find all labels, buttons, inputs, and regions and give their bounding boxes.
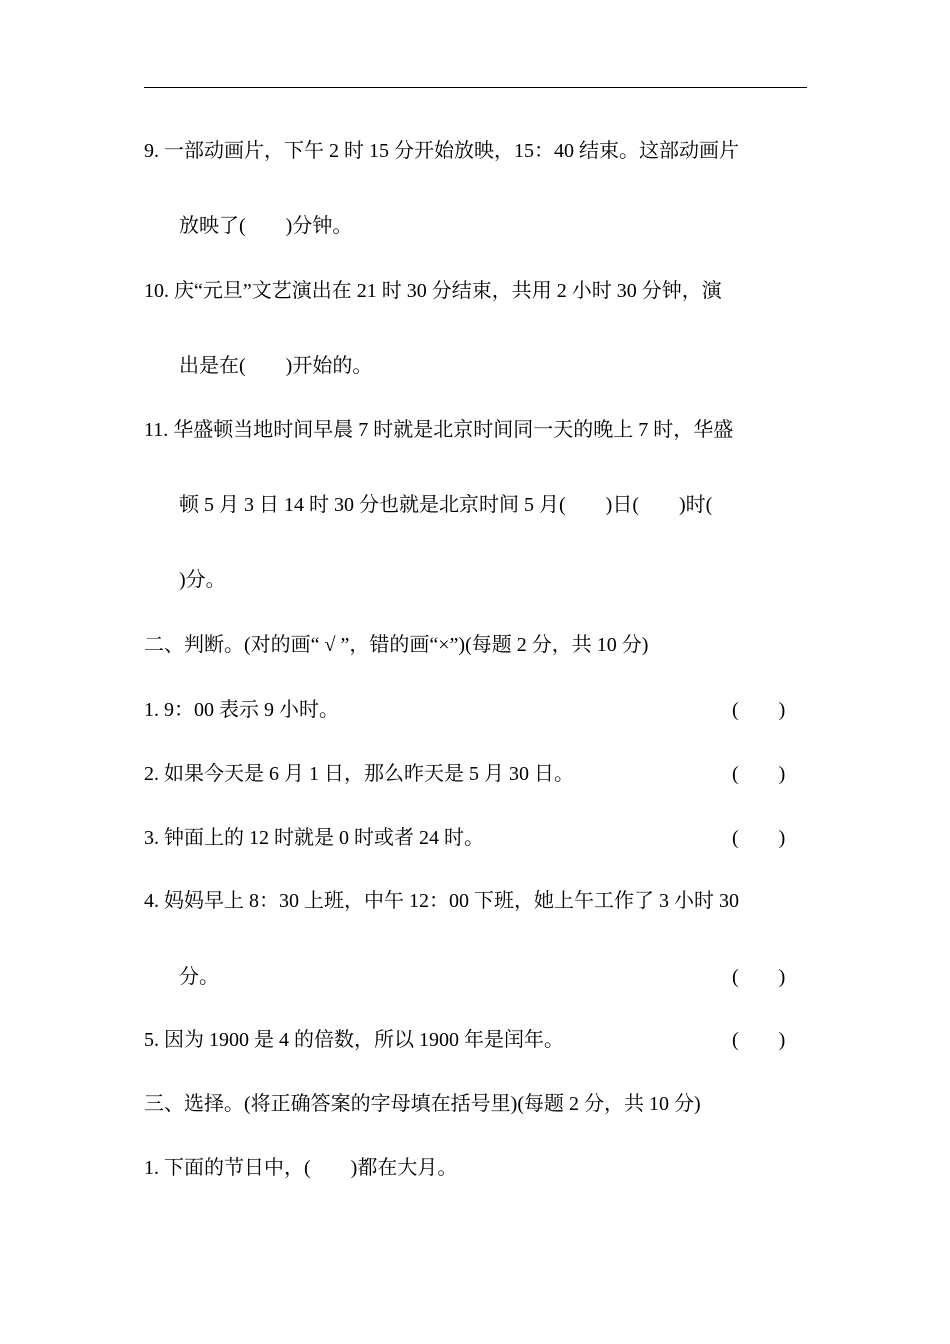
choice-item-1: 1. 下面的节日中，( )都在大月。 xyxy=(144,1157,458,1179)
judge-item-1: 1. 9：00 表示 9 小时。 xyxy=(144,699,339,721)
judge-3-answer-bracket[interactable]: ( ) xyxy=(732,827,786,849)
judge-item-5: 5. 因为 1900 是 4 的倍数，所以 1900 年是闰年。 xyxy=(144,1029,564,1051)
question-11-line-2: 顿 5 月 3 日 14 时 30 分也就是北京时间 5 月( )日( )时( xyxy=(179,494,713,516)
question-9-line-2: 放映了( )分钟。 xyxy=(179,215,353,237)
judge-item-4-line-2: 分。 xyxy=(179,966,219,988)
judge-item-3: 3. 钟面上的 12 时就是 0 时或者 24 时。 xyxy=(144,827,484,849)
judge-5-answer-bracket[interactable]: ( ) xyxy=(732,1029,786,1051)
judge-item-4-line-1: 4. 妈妈早上 8：30 上班，中午 12：00 下班，她上午工作了 3 小时 30 xyxy=(144,890,739,912)
judge-4-answer-bracket[interactable]: ( ) xyxy=(732,966,786,988)
judge-1-answer-bracket[interactable]: ( ) xyxy=(732,699,786,721)
header-rule xyxy=(144,87,807,88)
question-10-line-2: 出是在( )开始的。 xyxy=(179,355,373,377)
section-3-heading: 三、选择。(将正确答案的字母填在括号里)(每题 2 分，共 10 分) xyxy=(144,1093,701,1115)
question-10-line-1: 10. 庆“元旦”文艺演出在 21 时 30 分结束，共用 2 小时 30 分钟，演 xyxy=(144,280,722,302)
judge-item-2: 2. 如果今天是 6 月 1 日，那么昨天是 5 月 30 日。 xyxy=(144,763,574,785)
question-9-line-1: 9. 一部动画片，下午 2 时 15 分开始放映，15：40 结束。这部动画片 xyxy=(144,140,739,162)
question-11-line-3: )分。 xyxy=(179,569,226,591)
section-2-heading: 二、判断。(对的画“ √ ”，错的画“×”)(每题 2 分，共 10 分) xyxy=(144,634,649,656)
judge-2-answer-bracket[interactable]: ( ) xyxy=(732,763,786,785)
question-11-line-1: 11. 华盛顿当地时间早晨 7 时就是北京时间同一天的晚上 7 时，华盛 xyxy=(144,419,734,441)
